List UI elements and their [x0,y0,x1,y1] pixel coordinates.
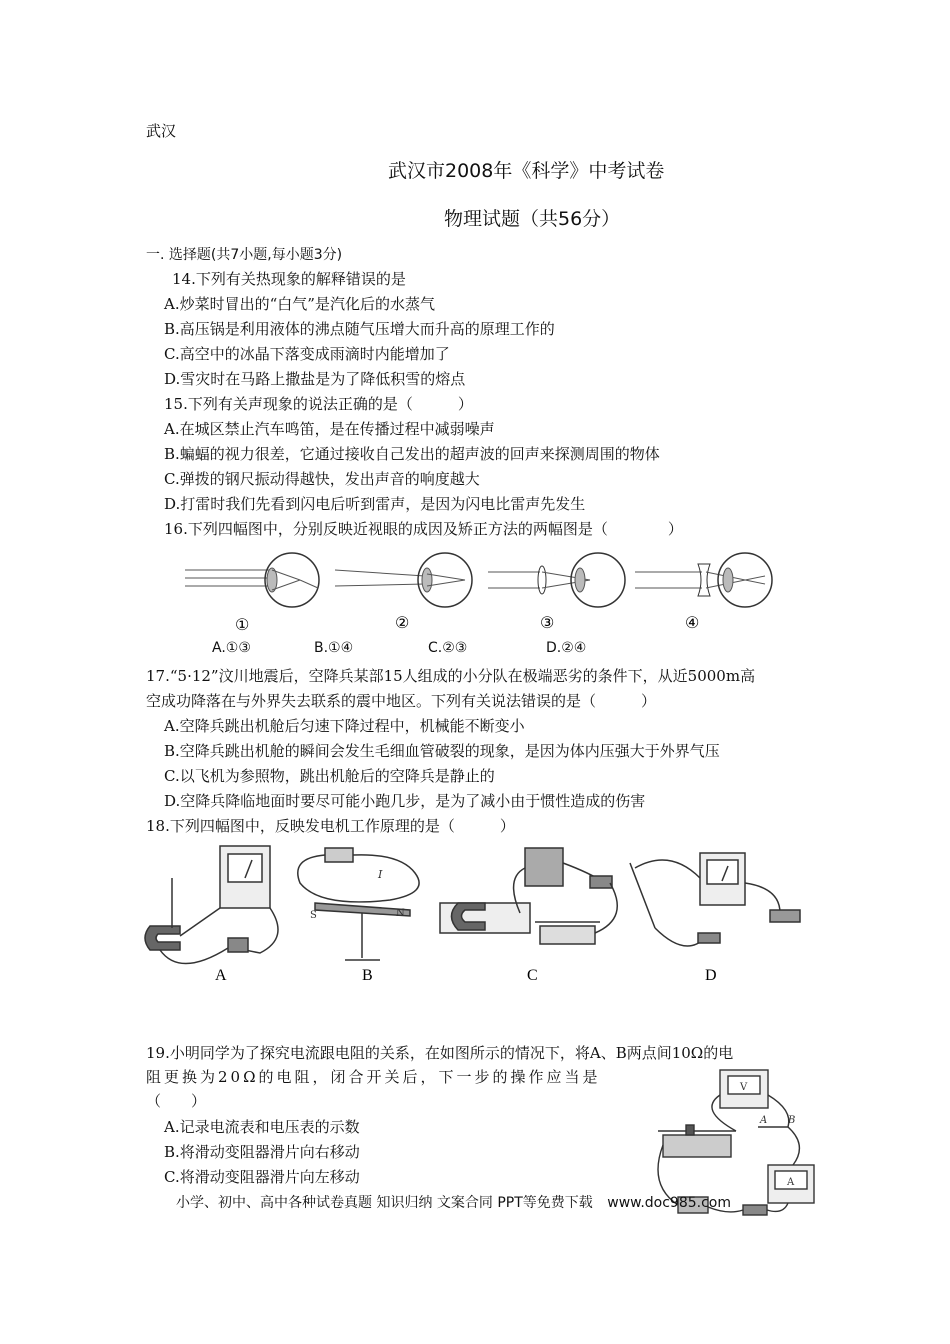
q17-stem-line1: 17.“5·12”汶川地震后，空降兵某部15人组成的小分队在极端恶劣的条件下，从近5000m高 [146,667,756,685]
fig18-label-a: A [215,967,227,984]
q16-option-a: A.①③ [212,640,251,656]
footer-promo: 小学、初中、高中各种试卷真题 知识归纳 文案合同 PPT等免费下载 [176,1195,593,1211]
figure-b-coil-magnet [298,848,419,960]
eye-diagrams-figure [180,548,780,638]
q17-option-a: A.空降兵跳出机舱后匀速下降过程中，机械能不断变小 [164,717,525,735]
city-label: 武汉 [146,122,177,140]
q14-stem: 14.下列有关热现象的解释错误的是 [172,270,406,288]
fig18-label-d: D [705,967,717,984]
fig18-label-c: C [527,967,538,984]
q16-option-c: C.②③ [428,640,468,656]
eye-diagram-2 [335,553,472,607]
q17-option-b: B.空降兵跳出机舱的瞬间会发生毛细血管破裂的现象，是因为体内压强大于外界气压 [164,742,720,760]
eye-diagram-3 [488,553,625,607]
q16-option-d: D.②④ [546,640,587,656]
section-heading: 一. 选择题(共7小题,每小题3分) [146,247,343,263]
q17-option-d: D.空降兵降临地面时要尽可能小跑几步，是为了减小由于惯性造成的伤害 [164,792,646,810]
figure-d-meter-coil [630,853,800,946]
q15-option-d: D.打雷时我们先看到闪电后听到雷声，是因为闪电比雷声先发生 [164,495,586,513]
ammeter-label: A [787,1177,795,1188]
q19-option-b: B.将滑动变阻器滑片向右移动 [164,1143,360,1161]
q19-stem-line3: （ ） [146,1092,207,1110]
figure-c-motor-circuit [440,848,617,944]
q14-option-c: C.高空中的冰晶下落变成雨滴时内能增加了 [164,345,450,363]
q19-option-c: C.将滑动变阻器滑片向左移动 [164,1168,360,1186]
fig18-label-b: B [362,967,373,984]
q16-stem: 16.下列四幅图中，分别反映近视眼的成因及矫正方法的两幅图是（ ） [164,520,683,538]
q14-option-a: A.炒菜时冒出的“白气”是汽化后的水蒸气 [164,295,435,313]
eye-label-2: ② [395,615,410,632]
figure-a-galvanometer-magnet [145,846,278,964]
q15-option-b: B.蝙蝠的视力很差，它通过接收自己发出的超声波的回声来探测周围的物体 [164,445,660,463]
q17-stem-line2: 空成功降落在与外界失去联系的震中地区。下列有关说法错误的是（ ） [146,692,657,710]
q16-option-b: B.①④ [314,640,354,656]
page-title: 武汉市2008年《科学》中考试卷 [388,160,665,182]
fig18b-north-label: N [396,908,405,919]
fig18b-current-label: I [378,868,383,881]
q17-option-c: C.以飞机为参照物，跳出机舱后的空降兵是静止的 [164,767,495,785]
q15-option-c: C.弹拨的钢尺振动得越快，发出声音的响度越大 [164,470,480,488]
eye-label-1: ① [235,617,250,634]
point-b-label: B [788,1115,796,1126]
footer-site-link[interactable]: www.doc985.com [607,1195,731,1211]
eye-diagram-4 [635,553,772,607]
fig18b-south-label: S [310,910,317,921]
q15-option-a: A.在城区禁止汽车鸣笛，是在传播过程中减弱噪声 [164,420,495,438]
q14-option-d: D.雪灾时在马路上撒盐是为了降低积雪的熔点 [164,370,466,388]
generator-figures [140,838,820,988]
point-a-label: A [760,1115,768,1126]
q19-stem-line1: 19.小明同学为了探究电流跟电阻的关系，在如图所示的情况下，将A、B两点间10Ω的电 [146,1044,734,1062]
q18-stem: 18.下列四幅图中，反映发电机工作原理的是（ ） [146,817,515,835]
eye-label-4: ④ [685,615,700,632]
eye-label-3: ③ [540,615,555,632]
page-subtitle: 物理试题（共56分） [444,208,621,230]
voltmeter-label: V [740,1082,748,1093]
eye-diagram-1 [185,553,319,607]
q14-option-b: B.高压锅是利用液体的沸点随气压增大而升高的原理工作的 [164,320,555,338]
footer-text [176,1192,731,1212]
q19-stem-line2: 阻更换为20Ω的电阻，闭合开关后，下一步的操作应当是 [146,1068,601,1086]
q19-option-a: A.记录电流表和电压表的示数 [164,1118,360,1136]
q15-stem: 15.下列有关声现象的说法正确的是（ ） [164,395,473,413]
